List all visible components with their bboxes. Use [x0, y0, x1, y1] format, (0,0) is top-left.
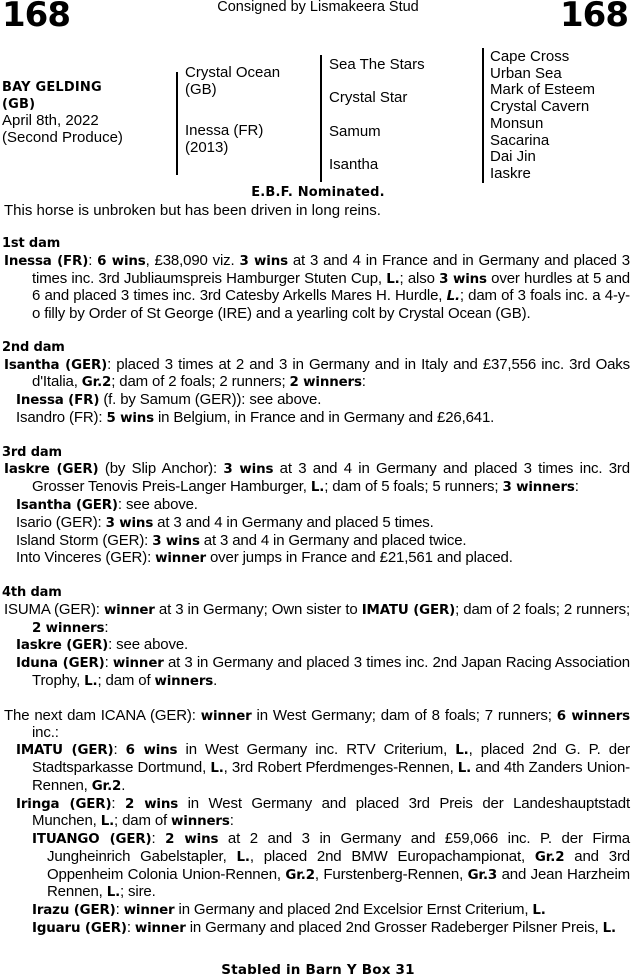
text: and Jean Harzheim Rennen, — [47, 865, 630, 901]
text: : — [95, 600, 104, 618]
text: : — [151, 830, 166, 848]
wins: 2 wins — [125, 796, 179, 812]
produce-name: IMATU (GER) — [16, 743, 114, 759]
consignor: Consigned by Lismakeera Stud — [217, 0, 419, 15]
breaking-note: This horse is unbroken but has been driven in long reins. — [4, 202, 381, 219]
great-grandparents — [490, 49, 595, 183]
pedigree-divider-1 — [176, 72, 178, 175]
third-dam-entry — [2, 461, 630, 497]
produce-entry — [2, 533, 630, 551]
text: : — [361, 373, 366, 391]
dam-name: Inessa (FR) — [4, 253, 89, 269]
text: in Belgium, in France and in Germany and £26,641. — [153, 408, 495, 426]
text: at 3 and 4 in Germany and placed 5 times. — [153, 513, 434, 531]
produce-name: Iringa (GER) — [16, 796, 112, 812]
produce-entry — [2, 392, 630, 410]
winners: 3 winners — [502, 480, 575, 496]
produce-name: Iguaru (GER) — [32, 921, 127, 937]
text: and 3rd Oppenheim Colonia Union-Rennen, — [47, 847, 630, 883]
produce-name: Iduna (GER) — [16, 656, 105, 672]
group-mark: Gr.2 — [81, 375, 112, 391]
produce-entry — [2, 655, 630, 691]
wins: 3 wins — [239, 253, 288, 269]
text: over jumps in France and £21,561 and placed. — [205, 549, 513, 567]
text: : — [104, 618, 109, 636]
produce-entry — [2, 515, 630, 533]
great-grandparent: Iaskre — [490, 164, 531, 182]
sire-country: (GB) — [185, 80, 217, 98]
produce-entry-ituango — [2, 831, 630, 902]
produce-entry-imatu — [2, 742, 630, 795]
listed-mark-italic: L. — [446, 289, 460, 305]
listed-mark: L. — [106, 885, 121, 901]
wins: 6 wins — [97, 253, 146, 269]
produce-entry — [2, 410, 630, 428]
text: at 3 and 4 in Germany and placed 3 times inc. 3rd Grosser Tenovis Preis-Langer Hamburger, — [32, 460, 630, 496]
produce-name: Isario (GER) — [16, 513, 98, 531]
produce-entry-iguaru — [2, 920, 630, 938]
grandparent: Isantha — [329, 156, 379, 173]
text: at 2 and 3 in Germany and £59,066 inc. P. der Firma Jungheinrich Gabelstapler, — [47, 830, 630, 865]
text: , placed 2nd BMW Europachampionat, — [249, 847, 535, 865]
group-mark: Gr.2 — [91, 778, 122, 794]
produce-name: Irazu (GER) — [32, 903, 116, 919]
text: . — [213, 671, 218, 689]
text: ; dam of — [97, 671, 155, 689]
listed-mark: L. — [602, 921, 616, 937]
dam-name: Iaskre (GER) — [4, 462, 99, 478]
text: : — [574, 478, 579, 496]
ebf-nominated: E.B.F. Nominated. — [251, 185, 385, 200]
produce-entry — [2, 637, 630, 655]
great-grandparent: Sacarina — [490, 131, 550, 149]
horse-description: BAY GELDING — [2, 80, 102, 95]
grandparent: Crystal Star — [329, 89, 408, 106]
text: : — [104, 654, 113, 672]
text: ; sire. — [120, 883, 156, 901]
listed-mark: L. — [457, 760, 472, 776]
listed-mark: L. — [386, 271, 400, 287]
listed-mark: L. — [100, 814, 115, 830]
text: in Germany and placed 2nd Grosser Radeberger Pilsner Preis, — [185, 919, 603, 937]
produce-name: Isantha (GER) — [16, 497, 118, 513]
group-mark: Gr.2 — [534, 849, 565, 865]
dam-year: (2013) — [185, 138, 229, 156]
great-grandparent: Urban Sea — [490, 64, 562, 82]
text: : — [126, 919, 135, 937]
next-dam-entry — [2, 708, 630, 743]
produce-name: Inessa (FR) — [16, 393, 100, 409]
great-grandparent: Monsun — [490, 114, 544, 132]
text: , placed 2nd G. P. der Stadtsparkasse Dortmund, — [32, 741, 631, 776]
wins: 3 wins — [439, 271, 487, 287]
winners: winners — [154, 673, 214, 689]
group-mark: Gr.3 — [467, 867, 498, 883]
sibling-name: IMATU (GER) — [361, 602, 456, 618]
great-grandparent: Cape Cross — [490, 48, 570, 65]
produce-name: ITUANGO (GER) — [32, 832, 152, 848]
first-dam-heading: 1st dam — [2, 236, 61, 251]
text: in West Germany; dam of 8 foals; 7 runners; — [251, 706, 557, 724]
text: ; dam of — [114, 812, 172, 830]
lot-number-left: 168 — [2, 0, 70, 35]
dam-name: ISUMA (GER) — [4, 600, 96, 618]
winner: winner — [200, 708, 252, 724]
listed-mark: L. — [532, 903, 546, 919]
grandparent: Sea The Stars — [329, 56, 425, 73]
listed-mark: L. — [84, 673, 98, 689]
group-mark: Gr.2 — [285, 867, 315, 883]
winner: winner — [103, 602, 155, 618]
produce-entry-iringa — [2, 796, 630, 832]
winner: winner — [123, 903, 175, 919]
produce-note: (Second Produce) — [2, 129, 123, 147]
text: at 3 and 4 in Germany and placed twice. — [199, 531, 467, 549]
text: at 3 in Germany and placed 3 times inc. 2nd Japan Racing Association Trophy, — [32, 654, 630, 689]
text: (f. by Samum (GER)): see above. — [99, 391, 322, 409]
dam-name: Inessa (FR) — [185, 122, 264, 139]
text: , Furstenberg-Rennen, — [314, 865, 468, 883]
pedigree-dam — [185, 123, 263, 156]
text: : placed 3 times at 2 and 3 in Germany and in Italy and £37,556 inc. 3rd Oaks d'Italia, — [32, 355, 630, 391]
produce-name: Iaskre (GER) — [16, 638, 109, 654]
text: , £38,090 viz. — [145, 251, 240, 269]
listed-mark: L. — [455, 743, 469, 759]
text: : — [144, 531, 153, 549]
text: in West Germany and placed 3rd Preis der Landeshauptstadt Munchen, — [32, 794, 630, 830]
listed-mark: L. — [210, 760, 224, 776]
fourth-dam-entry — [2, 602, 630, 638]
text: (by Slip Anchor): — [98, 460, 224, 478]
text: ; dam of 3 foals inc. a 4-y-o filly by Order of St George (IRE) and a yearling colt by Crystal Ocean (GB). — [32, 287, 631, 323]
text: , 3rd Robert Pferdmenges-Rennen, — [223, 758, 458, 776]
pedigree-sire — [185, 65, 280, 98]
winner: winner — [112, 656, 164, 672]
horse-info — [2, 80, 123, 147]
text: ; dam of 2 foals; 2 runners; — [111, 373, 290, 391]
listed-mark: L. — [236, 849, 250, 865]
winners: winners — [171, 814, 230, 830]
text: : see above. — [117, 495, 198, 513]
text: : — [113, 741, 126, 759]
text: : — [98, 408, 107, 426]
text: : — [88, 251, 98, 269]
text: : — [111, 794, 125, 812]
fourth-dam-heading: 4th dam — [2, 584, 62, 600]
wins: 2 wins — [165, 832, 219, 848]
text: inc.: — [32, 724, 59, 742]
text: in Germany and placed 2nd Excelsior Ernst Criterium, — [174, 901, 533, 919]
great-grandparent: Dai Jin — [490, 148, 536, 166]
great-grandparent: Mark of Esteem — [490, 81, 596, 99]
lot-number-right: 168 — [560, 0, 628, 35]
text: : — [97, 513, 106, 531]
text: at 3 and 4 in France and in Germany and placed 3 times inc. 3rd Jubliaumspreis Hamburger Stuten Cup, — [32, 251, 630, 287]
text: ; also — [399, 269, 440, 287]
text: : see above. — [108, 636, 189, 654]
great-grandparent: Crystal Cavern — [490, 98, 590, 116]
sire-name: Crystal Ocean — [185, 64, 281, 81]
horse-country: (GB) — [2, 96, 36, 112]
first-dam-entry — [2, 253, 630, 323]
text: in West Germany inc. RTV Criterium, — [177, 741, 456, 759]
wins: 5 wins — [106, 410, 154, 426]
listed-mark: L. — [310, 480, 325, 496]
text: . — [121, 776, 126, 794]
wins: 3 wins — [152, 533, 200, 549]
produce-entry — [2, 550, 630, 568]
catalogue-body — [2, 236, 630, 938]
wins: 3 wins — [223, 462, 274, 478]
wins: 3 wins — [105, 515, 154, 531]
produce-entry — [2, 497, 630, 515]
winner: winner — [155, 551, 206, 567]
grandparent: Samum — [329, 123, 381, 140]
winners: 2 winners — [289, 375, 362, 391]
stabled-location: Stabled in Barn Y Box 31 — [221, 962, 415, 978]
produce-name: Island Storm (GER) — [16, 531, 145, 549]
produce-entry-irazu — [2, 902, 630, 920]
text: over hurdles at 5 and 6 and placed 3 times inc. 3rd Catesby Arkells Mares H. Hurdle, — [32, 269, 630, 305]
text: ; dam of 5 foals; 5 runners; — [324, 478, 503, 496]
foaling-date: April 8th, 2022 — [2, 112, 99, 130]
winner: winner — [134, 921, 186, 937]
text: at 3 in Germany; Own sister to — [154, 600, 362, 618]
text: : — [147, 549, 156, 567]
text: and 4th Zanders Union-Rennen, — [32, 758, 630, 794]
winners: 6 winners — [556, 708, 631, 724]
text: : — [229, 812, 234, 830]
winners: 2 winners — [32, 620, 105, 636]
wins: 6 wins — [125, 743, 178, 759]
dam-name: Isantha (GER) — [4, 357, 108, 373]
text: ; dam of 2 foals; 2 runners; — [455, 600, 630, 618]
third-dam-heading: 3rd dam — [2, 444, 62, 460]
text: : — [115, 901, 124, 919]
second-dam-heading: 2nd dam — [2, 339, 65, 355]
text: The next dam ICANA (GER): — [4, 706, 201, 724]
produce-name: Isandro (FR) — [16, 408, 99, 426]
pedigree-divider-3 — [482, 48, 484, 183]
produce-name: Into Vinceres (GER) — [16, 549, 148, 567]
pedigree-divider-2 — [320, 55, 322, 182]
second-dam-entry — [2, 357, 630, 393]
